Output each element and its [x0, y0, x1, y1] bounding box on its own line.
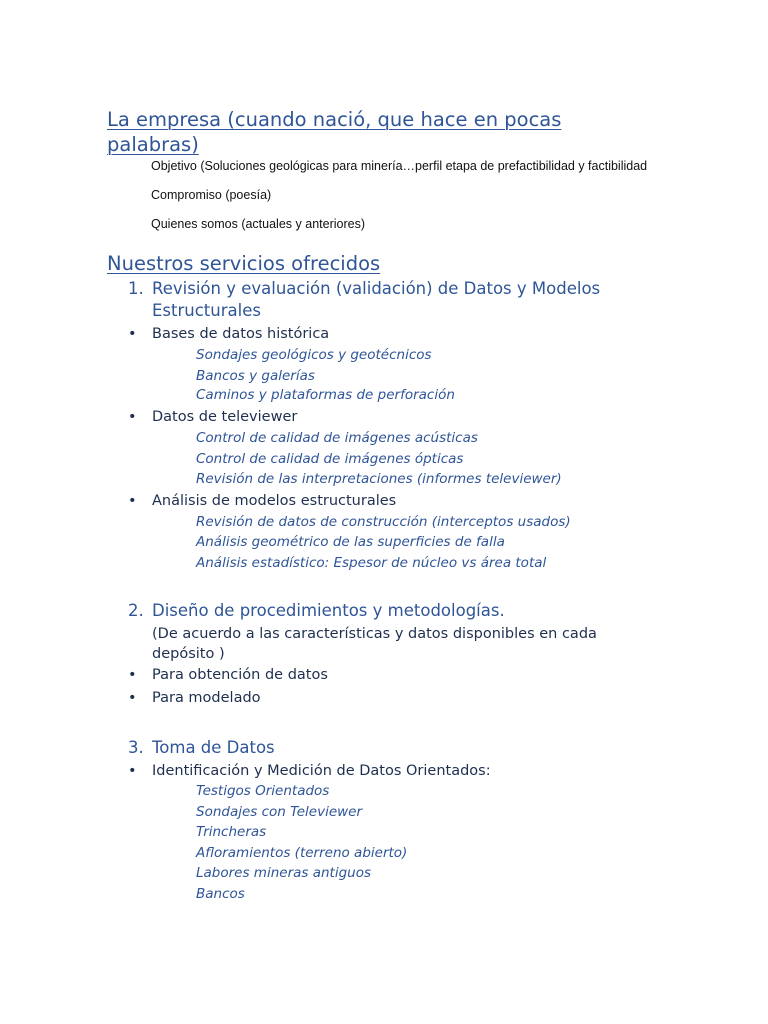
services-heading: Nuestros servicios ofrecidos	[107, 252, 381, 275]
bullet-label: Datos de televiewer	[152, 409, 298, 425]
sub-item: Caminos y plataformas de perforación	[196, 387, 455, 403]
bullet-dot: •	[128, 326, 137, 342]
sub-item: Trincheras	[196, 824, 267, 840]
sub-item: Revisión de las interpretaciones (informes televiewer)	[196, 471, 562, 487]
section-3-title: Toma de Datos	[152, 738, 275, 757]
intro-commitment: Compromiso (poesía)	[151, 188, 272, 202]
sub-item: Control de calidad de imágenes ópticas	[196, 451, 464, 467]
sub-item: Labores mineras antiguos	[196, 865, 372, 881]
bullet-label: Análisis de modelos estructurales	[152, 493, 397, 509]
bullet-dot: •	[128, 667, 137, 683]
company-heading: La empresa (cuando nació, que hace en pocas palabras)	[107, 108, 562, 156]
section-2-note: (De acuerdo a las características y datos disponibles en cada depósito )	[152, 626, 597, 662]
section-1-title: Revisión y evaluación (validación) de Datos y Modelos Estructurales	[152, 279, 601, 320]
sub-item: Sondajes con Televiewer	[196, 804, 363, 820]
bullet-label: Identificación y Medición de Datos Orientados:	[152, 763, 491, 779]
sub-item: Afloramientos (terreno abierto)	[196, 845, 408, 861]
bullet-label: Bases de datos histórica	[152, 326, 330, 342]
bullet-label: Para modelado	[152, 690, 261, 706]
section-3-number: 3.	[128, 738, 144, 757]
sub-item: Testigos Orientados	[196, 783, 330, 799]
bullet-dot: •	[128, 763, 137, 779]
sub-item: Revisión de datos de construcción (interceptos usados)	[196, 514, 571, 530]
intro-objective: Objetivo (Soluciones geológicas para minería…perfil etapa de prefactibilidad y factibilidad	[151, 159, 648, 173]
section-2-number: 2.	[128, 601, 144, 620]
sub-item: Bancos y galerías	[196, 368, 315, 384]
sub-item: Control de calidad de imágenes acústicas	[196, 430, 478, 446]
bullet-dot: •	[128, 690, 137, 706]
bullet-dot: •	[128, 409, 137, 425]
intro-who-we-are: Quienes somos (actuales y anteriores)	[151, 217, 365, 231]
sub-item: Análisis estadístico: Espesor de núcleo vs área total	[196, 555, 547, 571]
bullet-label: Para obtención de datos	[152, 667, 328, 683]
sub-item: Sondajes geológicos y geotécnicos	[196, 347, 432, 363]
sub-item: Bancos	[196, 886, 245, 902]
section-1-number: 1.	[128, 279, 144, 298]
sub-item: Análisis geométrico de las superficies de falla	[196, 534, 505, 550]
section-2-title: Diseño de procedimientos y metodologías.	[152, 601, 505, 620]
bullet-dot: •	[128, 493, 137, 509]
